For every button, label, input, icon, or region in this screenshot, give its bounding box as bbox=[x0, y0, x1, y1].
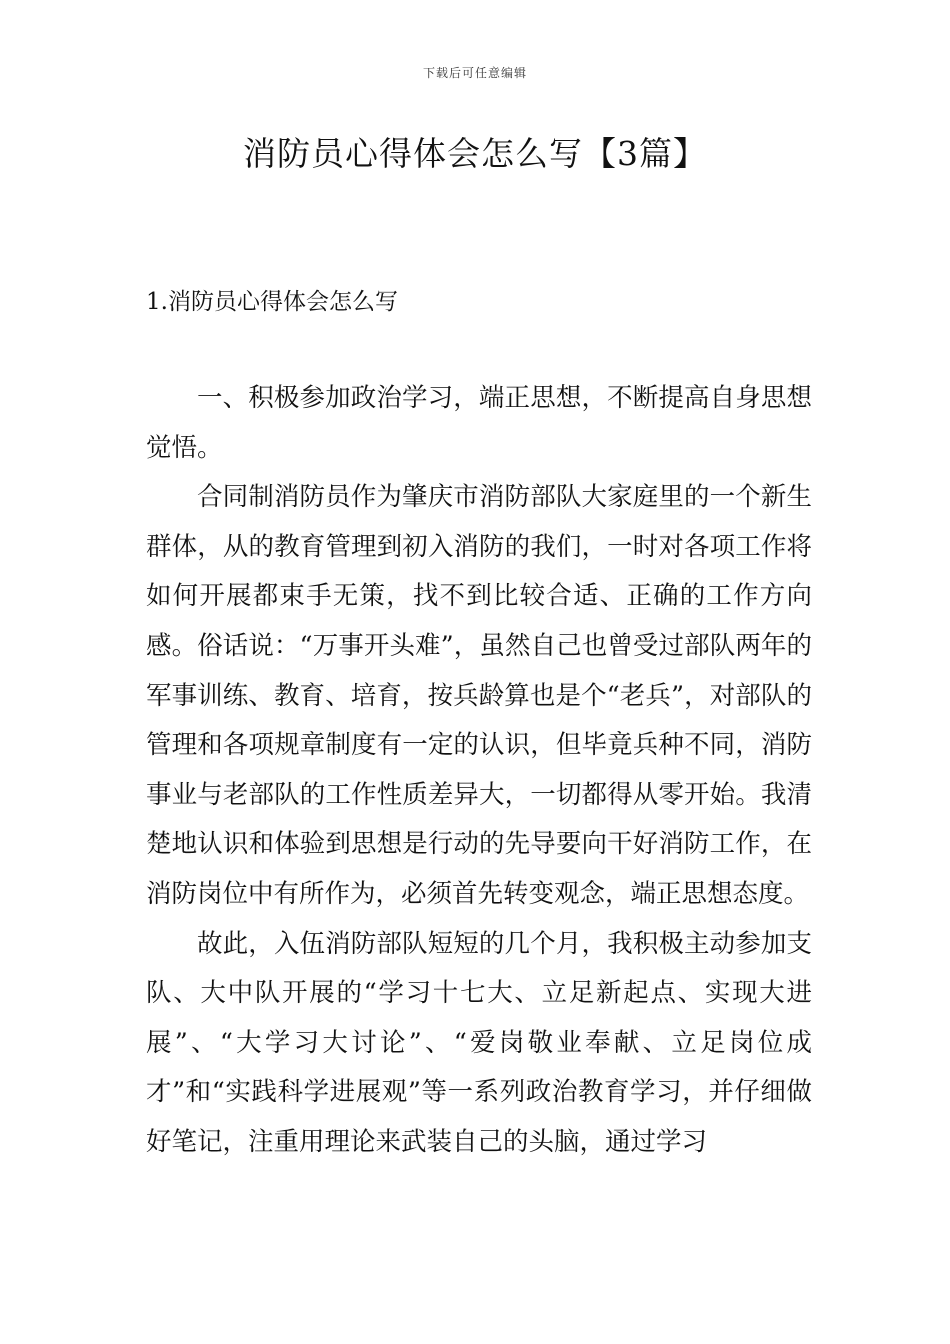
body-text bbox=[146, 374, 812, 1168]
paragraph-2: 合同制消防员作为肇庆市消防部队大家庭里的一个新生群体，从的教育管理到初入消防的我们，一时对各项工作将如何开展都束手无策，找不到比较合适、正确的工作方向感。俗话说：“万事开头难”，虽然自己也曾受过部队两年的军事训练、教育、培育，按兵龄算也是个“老兵”，对部队的管理和各项规章制度有一定的认识，但毕竟兵种不同，消防事业与老部队的工作性质差异大，一切都得从零开始。我清楚地认识和体验到思想是行动的先导要向干好消防工作，在消防岗位中有所作为，必须首先转变观念，端正思想态度。 bbox=[146, 482, 812, 909]
page-header-note: 下载后可任意编辑 bbox=[422, 66, 527, 80]
paragraph-3: 故此，入伍消防部队短短的几个月，我积极主动参加支队、大中队开展的“学习十七大、立足新起点、实现大进展”、“大学习大讨论”、“爱岗敬业奉献、立足岗位成才”和“实践科学进展观”等一系列政治教育学习，并仔细做好笔记，注重用理论来武装自己的头脑，通过学习 bbox=[146, 928, 812, 1157]
paragraph-1: 一、积极参加政治学习，端正思想，不断提高自身思想觉悟。 bbox=[146, 383, 812, 463]
section-heading: 1.消防员心得体会怎么写 bbox=[146, 289, 398, 315]
document-title: 消防员心得体会怎么写【3篇】 bbox=[243, 134, 707, 173]
